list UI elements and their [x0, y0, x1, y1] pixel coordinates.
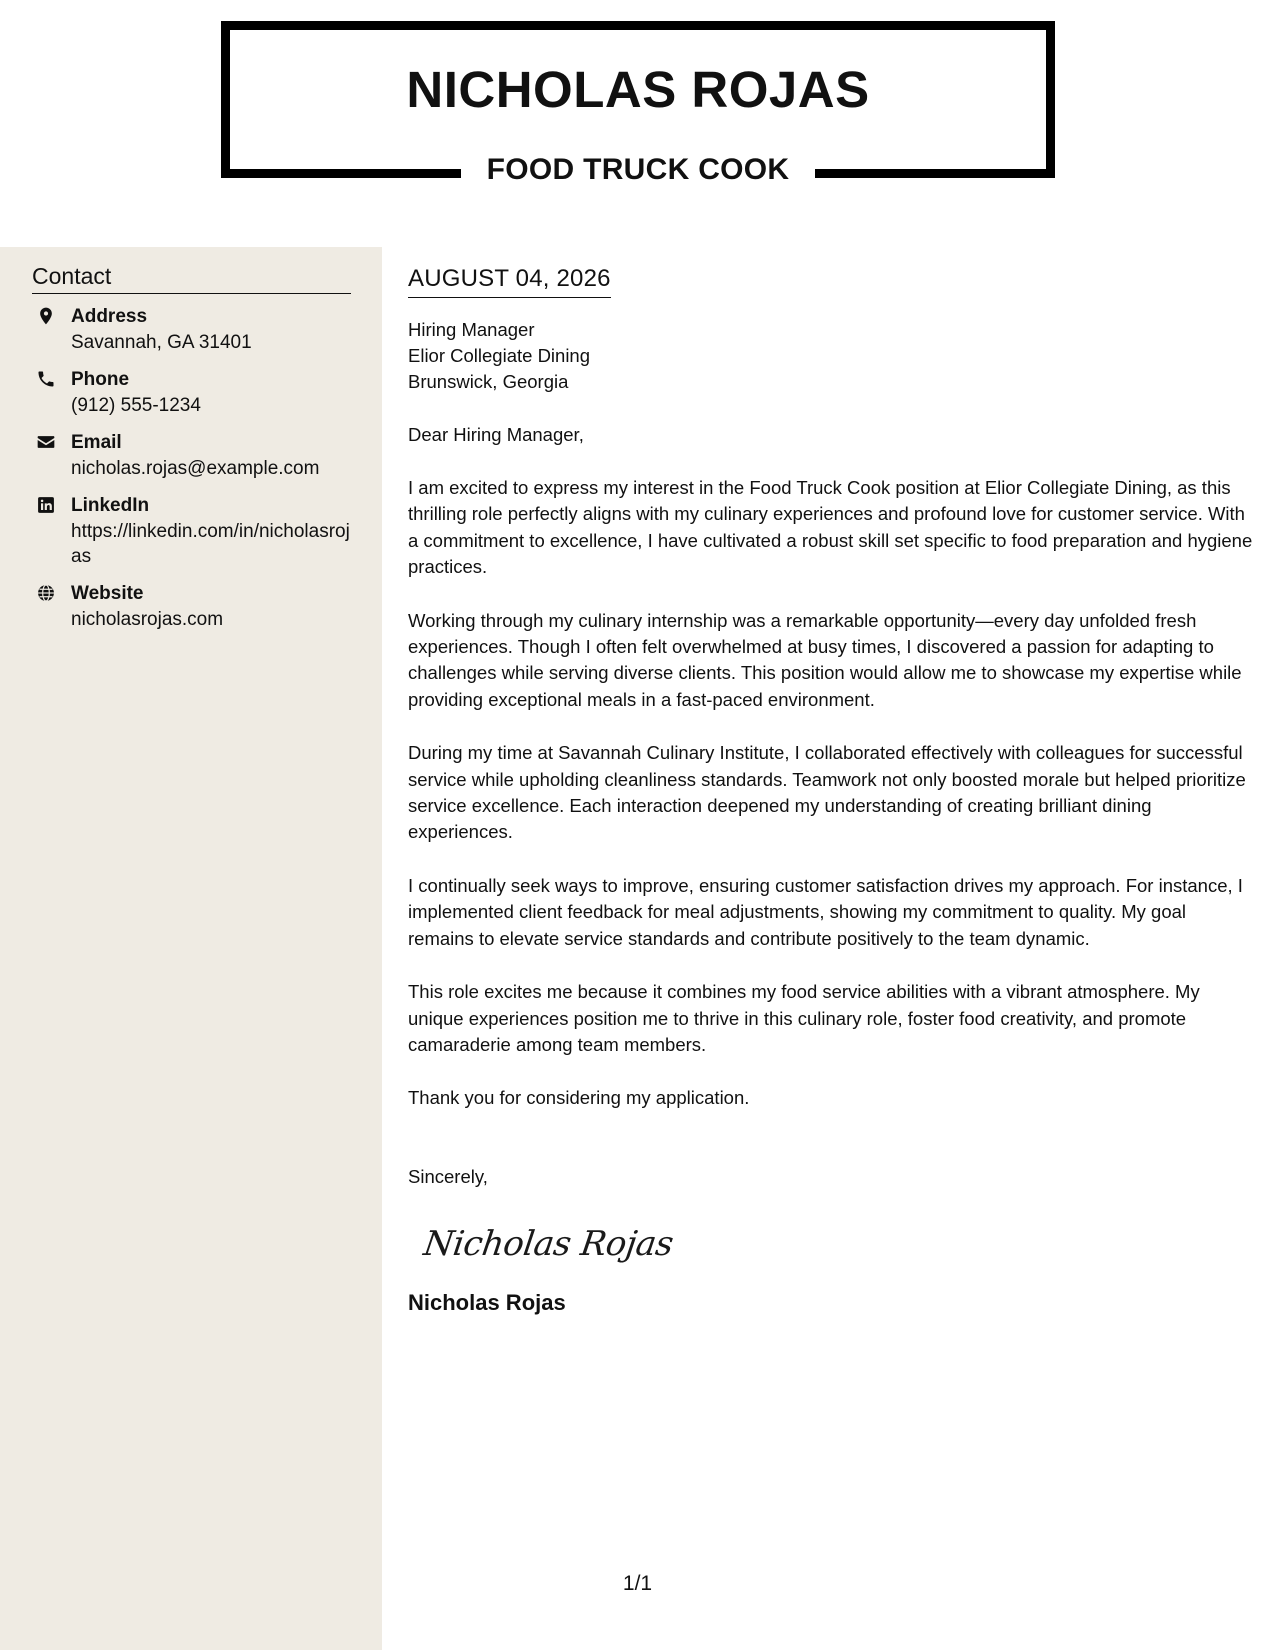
body-paragraph: Working through my culinary internship was a remarkable opportunity—every day unfolded fresh experiences. Though I often felt overwhelmed at busy times, I discovered a passion for adapting to challenges while serving diverse clients. This position would allow me to showcase my expertise while providing exceptional meals in a fast-paced environment.	[408, 609, 1242, 710]
contact-item-address	[32, 304, 352, 355]
handwritten-signature: Nicholas Rojas	[421, 1223, 676, 1264]
envelope-icon	[36, 432, 56, 452]
salutation: Dear Hiring Manager,	[408, 424, 584, 445]
contact-value: (912) 555-1234	[71, 395, 201, 416]
contact-label: Email	[71, 432, 122, 453]
letter-body	[408, 262, 1253, 1318]
contact-label: LinkedIn	[71, 495, 150, 516]
recipient-location: Brunswick, Georgia	[408, 371, 569, 392]
contact-label: Website	[71, 583, 144, 604]
contact-item-linkedin	[32, 493, 352, 569]
contact-item-email	[32, 430, 352, 481]
page-number: 1/1	[622, 1572, 653, 1595]
contact-list	[32, 304, 352, 644]
contact-heading: Contact	[32, 260, 351, 294]
contact-label: Address	[71, 306, 148, 327]
body-paragraph: Thank you for considering my application.	[408, 1087, 750, 1109]
map-pin-icon	[36, 306, 56, 326]
contact-value: https://linkedin.com/in/nicholasrojas	[71, 521, 350, 567]
body-paragraph: I am excited to express my interest in the Food Truck Cook position at Elior Collegiate Dining, as this thrilling role perfectly aligns with my culinary experiences and profound love for customer service. With a commitment to excellence, I have cultivated a robust skill set specific to food preparation and hygiene practices.	[408, 477, 1253, 578]
job-title: FOOD TRUCK COOK	[486, 153, 790, 186]
recipient-company: Elior Collegiate Dining	[408, 345, 591, 366]
signer-name: Nicholas Rojas	[408, 1289, 566, 1315]
contact-item-website	[32, 581, 352, 632]
body-paragraph: During my time at Savannah Culinary Institute, I collaborated effectively with colleagues for successful service while upholding cleanliness standards. Teamwork not only boosted morale but helped prioritize service excellence. Each interaction deepened my understanding of creating brilliant dining experiences.	[408, 742, 1246, 843]
candidate-name: NICHOLAS ROJAS	[406, 61, 870, 118]
phone-icon	[36, 369, 56, 389]
contact-item-phone	[32, 367, 352, 418]
contact-value: nicholasrojas.com	[71, 609, 224, 630]
closing: Sincerely,	[408, 1165, 488, 1187]
linkedin-icon	[36, 495, 56, 515]
body-paragraph: This role excites me because it combines my food service abilities with a vibrant atmosphere. My unique experiences position me to thrive in this culinary role, foster food creativity, and promote camaraderie among team members.	[408, 981, 1200, 1055]
recipient-title: Hiring Manager	[408, 319, 535, 340]
globe-icon	[36, 583, 56, 603]
body-paragraph: I continually seek ways to improve, ensuring customer satisfaction drives my approach. For instance, I implemented client feedback for meal adjustments, showing my commitment to quality. My goal remains to elevate service standards and contribute positively to the team dynamic.	[408, 874, 1243, 949]
contact-label: Phone	[71, 369, 130, 390]
letter-date: AUGUST 04, 2026	[408, 262, 611, 298]
contact-value: Savannah, GA 31401	[71, 332, 252, 353]
recipient-block	[408, 317, 1253, 395]
contact-value: nicholas.rojas@example.com	[71, 458, 320, 479]
